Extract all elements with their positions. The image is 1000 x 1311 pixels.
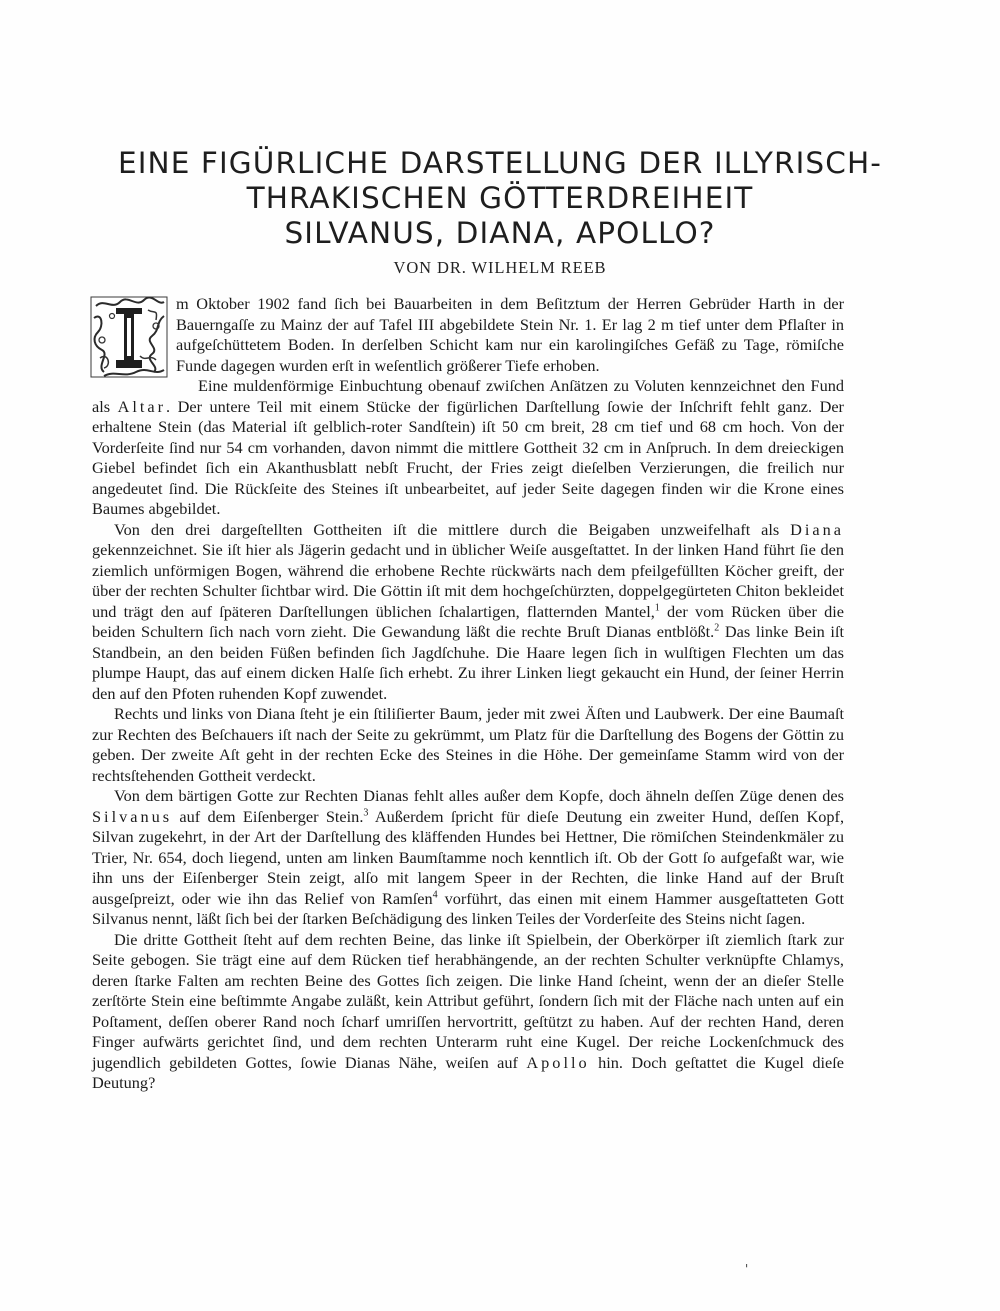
printer-mark: ' (745, 1262, 749, 1276)
paragraph-6-text-a: Die dritte Gottheit ſteht auf dem rechten Beine, das linke iſt Spielbein, der Oberkörper iſt ziemlich ſtark zur Seite gebogen. Sie trägt eine auf dem Rücken tief herabhängende, an der rechten Schulter verknüpfte Chlamys, deren ſtarke Falten am rechten Beine des Gottes ſich zeigen. Die linke Hand ſcheint, wenn der an dieſer Stelle zerſtörte Stein eine beſtimmte Angabe zuläßt, kein Attribut geführt, ſondern ſich mit der Fläche nach unten auf ein Poſtament, deſſen oberer Rand noch ſcharf umriſſen hervortritt, geſtützt zu haben. Auf der rechten Hand, deren Finger aufwärts gerichtet ſind, und dem rechten Unterarm ruht eine Kugel. Der reiche Lockenſchmuck des jugendlich gebildeten Gottes, ſowie Dianas Nähe, weiſen auf (92, 929, 844, 1072)
paragraph-3-text-b: gekennzeichnet. Sie iſt hier als Jägerin gedacht und in üblicher Weiſe ausgeſtattet. In der linken Hand führt ſie den ziemlich unförmigen Bogen, während die erhobene Rechte rückwärts nach dem pfeilgefüllten Köcher greift, der über der rechten Schulter ſichtbar wird. Die Göttin iſt mit dem hochgeſchürzten, doppelgegürteten Chiton bekleidet und trägt den auf ſpäteren Darſtellungen üblichen ſchalartigen, flatternden Mantel, (92, 540, 844, 621)
spaced-word-silvanus: Silvanus (92, 806, 173, 826)
footnote-ref-4[interactable]: 4 (432, 889, 438, 901)
footnote-ref-3[interactable]: 3 (363, 807, 369, 819)
paragraph-3-text-a: Von den drei dargeſtellten Gottheiten iſt die mittlere durch die Beigaben unzweifelhaft als (114, 519, 780, 539)
paragraph-4: Rechts und links von Diana ſteht je ein ſtiliſierter Baum, jeder mit zwei Äſten und Laubwerk. Der eine Baumaſt zur Rechten des Beſchauers iſt nach der Seite zu gekrümmt, um Platz für die Darſtellung des Bogens der Göttin zu geben. Der zweite Aſt geht in der rechten Ecke des Steines in die Höhe. Der gemeinſame Stamm wird von der rechtsſtehenden Gottheit verdeckt. (92, 704, 844, 785)
paragraph-5-text-d: vorführt, das einen mit einem Hammer ausgeſtatteten Gott Silvanus nennt, läßt ſich bei der ſtarken Beſchädigung des linken Teiles der Vorderſeite des Steins nicht ſagen. (92, 888, 845, 928)
paragraph-6-text-b: hin. Doch geſtattet die Kugel dieſe Deutung? (92, 1052, 845, 1092)
paragraph-2-text-b: . Der untere Teil mit einem Stücke der figürlichen Darſtellung ſowie der Inſchrift fehlt ganz. Der erhaltene Stein (das Material iſt gelblich-roter Sandſtein) iſt 50 cm breit, 28 cm tief und 68 cm hoch. Von der Vorderſeite ſind nur 54 cm vorhanden, davon nimmt die mittlere Gottheit 32 cm in Anſpruch. In dem dreieckigen Giebel befindet ſich ein Akanthusblatt nebſt Frucht, der Fries zeigt dieſelben Verzierungen, die freilich nur angedeutet ſind. Die Rückſeite des Steines iſt unbearbeitet, auf jeder Seite dagegen finden wir die Krone eines Baumes abgebildet. (92, 396, 844, 518)
paragraph-2 (92, 376, 844, 520)
ornamental-initial-i (90, 296, 168, 378)
paragraph-3 (92, 520, 844, 705)
paragraph-6 (92, 930, 844, 1094)
spaced-word-apollo: Apollo (526, 1052, 590, 1072)
paragraph-5-text-a: Von dem bärtigen Gotte zur Rechten Dianas fehlt alles außer dem Kopfe, doch ähneln deſſen Züge denen des (114, 786, 844, 805)
paragraph-3-text-c: der vom Rücken über die beiden Schultern ſich nach vorn zieht. Die Gewandung läßt die rechte Bruſt Dianas entblößt. (92, 601, 844, 641)
paragraph-1-text: m Oktober 1902 fand ſich bei Bauarbeiten in dem Beſitztum der Herren Gebrüder Harth in der Bauerngaſſe zu Mainz der auf Tafel III abgebildete Stein Nr. 1. Er lag 2 m tief unter dem Pflaſter in aufgeſchüttetem Boden. In derſelben Schicht kam nur ein karolingiſches Gefäß zu Tage, römiſche Funde dagegen wurden erſt in weſentlich größerer Tiefe erhoben. (176, 294, 844, 375)
article-title (60, 146, 940, 251)
paragraph-5-text-b: auf dem Eiſenberger Stein. (179, 806, 364, 826)
title-line-3: SILVANUS, DIANA, APOLLO? (284, 216, 716, 250)
paragraph-1 (92, 294, 844, 376)
paragraph-5 (92, 786, 844, 930)
paragraph-3-text-d: Das linke Bein iſt Standbein, an den beiden Füßen befinden ſich Jagdſchuhe. Die Haare legen ſich in wulſtigen Flechten um das plumpe Haupt, das auf einem dicken Halſe ſich erhebt. Zu ihrer Linken liegt gekaucht ein Hund, der ſeiner Herrin den auf den Pfoten ruhenden Kopf zuwendet. (92, 622, 844, 703)
footnote-ref-2[interactable]: 2 (714, 622, 720, 634)
spaced-word-diana: Diana (790, 519, 844, 539)
paragraph-5-text-c: Außerdem ſpricht für dieſe Deutung ein zweiter Hund, deſſen Kopf, Silvan zugekehrt, in der Art der Darſtellung des kläffenden Hundes bei Hettner, Die römiſchen Steindenkmäler zu Trier, Nr. 654, doch liegend, unten am linken Baumſtamme noch kenntlich iſt. Ob der Gott ſo aufgefaßt war, wie ihn uns der Eiſenberger Stein zeigt, alſo mit langem Speer in der Rechten, die linke Hand auf der Bruſt ausgeſpreizt, oder wie ihn das Relief von Ramſen (92, 806, 845, 908)
title-line-2: THRAKISCHEN GÖTTERDREIHEIT (246, 181, 754, 215)
article-body (92, 294, 844, 1094)
author-byline: VON DR. WILHELM REEB (393, 258, 607, 277)
paragraph-2-text-a: Eine muldenförmige Einbuchtung obenauf zwiſchen Anſätzen zu Voluten kennzeichnet den Fund als (92, 376, 844, 416)
title-line-1: EINE FIGÜRLICHE DARSTELLUNG DER ILLYRISCH- (118, 146, 882, 180)
footnote-ref-1[interactable]: 1 (654, 602, 660, 614)
spaced-word-altar: Altar (117, 396, 167, 416)
